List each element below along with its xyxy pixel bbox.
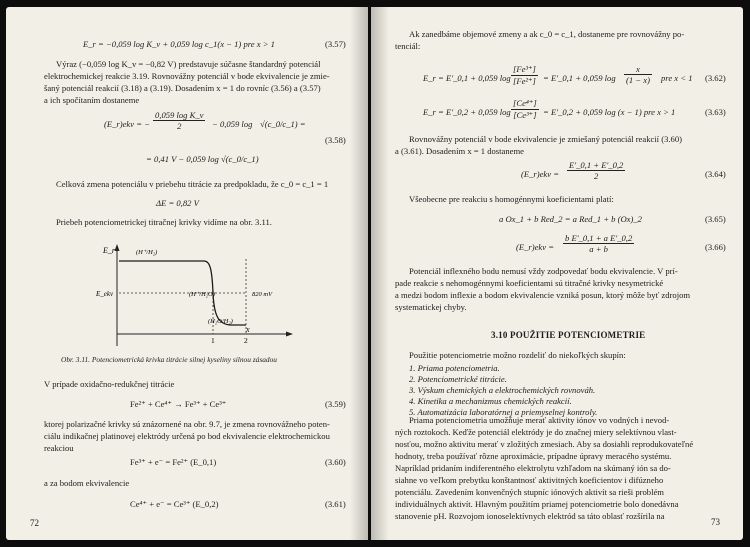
equation-number: (3.64)	[705, 169, 726, 179]
equation-number: (3.66)	[705, 242, 726, 252]
label-h2o-h2: (H₂O/H₂)	[208, 318, 233, 325]
text-line: ciálu indikačnej platinovej elektródy určená po bod ekvivalencie elektrochemickou	[44, 431, 330, 441]
denominator: [Fe²⁺]	[513, 76, 536, 86]
text-line: reakciou	[44, 443, 74, 453]
denominator: [Ce³⁺]	[513, 110, 537, 120]
text-line: pade reakcie s nehomogénnymi koeficientami sú titračné krivky nesymetrické	[395, 278, 664, 288]
list-item: 5. Automatizácia laboratórnej a priemyselnej kontroly.	[409, 407, 598, 417]
equation-part: (E_r)ekv =	[516, 242, 555, 252]
equation-3-59: Fe²⁺ + Ce⁴⁺ → Fe³⁺ + Ce³⁺	[130, 399, 227, 409]
label-h-h2o: (H⁺/H₂O)	[189, 291, 215, 298]
denominator: (1 − x)	[626, 75, 650, 85]
text-line: Napríklad pridaním indiferentného elektrolytu vzhľadom na skúmaný ión sa do-	[395, 463, 671, 473]
gutter-shadow	[371, 7, 389, 540]
titration-curve-figure	[96, 241, 296, 353]
text-line: a ich spočítaním dostaneme	[44, 95, 140, 105]
denominator: 2	[594, 171, 599, 181]
list-item: 2. Potenciometrické titrácie.	[409, 374, 507, 384]
list-item: 3. Výskum chemických a elektrochemických rovnováh.	[409, 385, 596, 395]
numerator: [Ce⁴⁺]	[513, 98, 537, 108]
denominator: 2	[177, 121, 182, 131]
page-number: 73	[711, 517, 720, 527]
list-item: 1. Priama potenciometria.	[409, 363, 500, 373]
denominator: a + b	[589, 244, 608, 254]
tick-2: 2	[244, 336, 248, 345]
x-axis-arrow	[286, 332, 293, 337]
text-line: tenciál:	[395, 41, 421, 51]
paragraph-3: Priebeh potenciometrickej titračnej krivky vidíme na obr. 3.11.	[56, 217, 272, 227]
numerator: b E'_0,1 + a E'_0,2	[565, 233, 633, 243]
ekv-label: E_ekv	[96, 290, 114, 298]
text-line: Rovnovážny potenciál v bode ekvivalencie je zmiešaný potenciál reakcií (3.60)	[409, 134, 682, 144]
text-line: ných roztokoch. Keďže potenciál elektródy je do značnej miery selektívnou vlast-	[395, 427, 677, 437]
text-line: a (3.61). Dosadením x = 1 dostaneme	[395, 146, 524, 156]
titration-curve	[119, 261, 246, 325]
equation-part: pre x < 1	[661, 73, 693, 83]
section-title: 3.10 POUŽITIE POTENCIOMETRIE	[491, 330, 646, 340]
equation-3-65: a Ox_1 + b Red_2 = a Red_1 + b (Ox)_2	[499, 214, 642, 224]
equation-part: (E_r)ekv =	[521, 169, 560, 179]
fraction	[153, 110, 205, 131]
equation-3-57: E_r = −0,059 log K_v + 0,059 log c_1(x − 1) pre x > 1	[83, 39, 275, 49]
equation-delta-e: ΔE = 0,82 V	[156, 198, 199, 208]
text-line: Ak zanedbáme objemové zmeny a ak c_0 = c_1, dostaneme pre rovnovážny po-	[409, 29, 685, 39]
text-line: ktorej polarizačné krivky sú znázornené na obr. 9.7, je zmena rovnovážneho poten-	[44, 419, 330, 429]
text-line: šaný potenciál reakcií (3.18) a (3.19). Dosadením x = 1 do rovníc (3.56) a (3.57)	[44, 83, 321, 93]
equation-part: = 0,41 V − 0,059 log √(c_0/c_1)	[146, 154, 259, 164]
equation-part: √(c_0/c_1) =	[260, 119, 306, 129]
paragraph-4: V prípade oxidačno-redukčnej titrácie	[44, 379, 175, 389]
equation-part: E_r = E'_0,1 + 0,059 log	[423, 73, 511, 83]
equation-3-61: Ce⁴⁺ + e⁻ = Ce³⁺ (E_0,2)	[130, 499, 219, 509]
equation-number: (3.60)	[325, 457, 346, 467]
equation-number: (3.61)	[325, 499, 346, 509]
numerator: E'_0,1 + E'_0,2	[569, 160, 624, 170]
equation-part: = E'_0,2 + 0,059 log (x − 1) pre x > 1	[543, 107, 676, 117]
text-line: Priama potenciometria umožňuje merať aktivity iónov vo vodných i nevod-	[409, 415, 670, 425]
x-axis-label: x	[246, 325, 250, 334]
text-line: Výraz (−0,059 log K_v = −0,82 V) predstavuje súčasne štandardný potenciál	[56, 59, 321, 69]
y-axis-label: E_r	[103, 246, 115, 255]
equation-part: = E'_0,1 + 0,059 log	[543, 73, 616, 83]
text-line: stanovenie pH. Rozvojom ionoselektívnych elektród sa táto oblasť rozšírila na	[395, 511, 665, 521]
left-page	[6, 7, 368, 540]
fraction	[511, 64, 538, 87]
paragraph-3: Všeobecne pre reakciu s homogénnymi koeficientami platí:	[409, 194, 614, 204]
gutter-shadow	[350, 7, 368, 540]
equation-number: (3.65)	[705, 214, 726, 224]
equation-number: (3.63)	[705, 107, 726, 117]
right-page	[371, 7, 743, 540]
paragraph-6: a za bodom ekvivalencie	[44, 478, 130, 488]
equation-3-60: Fe³⁺ + e⁻ = Fe²⁺ (E_0,1)	[130, 457, 217, 467]
text-line: a medzi bodom inflexie a bodom ekvivalencie vzniká posun, ktorý môže byť zdrojom	[395, 290, 691, 300]
text-line: hodnoty, treba používať rôzne aproximácie, prípadne úpravy meracého systému.	[395, 451, 672, 461]
tick-1: 1	[211, 336, 215, 345]
page-number: 72	[30, 518, 39, 528]
numerator: 0,059 log K_v	[155, 110, 204, 120]
equation-number: (3.57)	[325, 39, 346, 49]
fraction	[511, 98, 539, 121]
figure-caption: Obr. 3.11. Potenciometrická krivka titrácie silnej kyseliny silnou zásadou	[61, 355, 277, 364]
text-line: siahne vo veľkom prebytku konštantnosť aktivitných koeficientov i difúzneho	[395, 475, 664, 485]
text-line: systematickej chyby.	[395, 302, 467, 312]
numerator: [Fe³⁺]	[513, 64, 536, 74]
equation-number: (3.62)	[705, 73, 726, 83]
fraction	[563, 233, 634, 254]
paragraph-5: Použitie potenciometrie možno rozdeliť do niekoľkých skupín:	[409, 350, 626, 360]
text-line: Potenciál inflexného bodu nemusí vždy zodpovedať bodu ekvivalencie. V prí-	[409, 266, 678, 276]
fraction	[567, 160, 625, 181]
mv-label: 820 mV	[252, 291, 273, 298]
label-h-h2: (H⁺/H₂)	[136, 249, 158, 256]
text-line: individuálnych aktivít. Hlavným použitím priamej potenciometrie bolo donedávna	[395, 499, 679, 509]
list-item: 4. Kinetika a mechanizmus chemických reakcií.	[409, 396, 572, 406]
equation-part: (E_r)ekv = −	[104, 119, 150, 129]
equation-number: (3.59)	[325, 399, 346, 409]
fraction	[624, 64, 652, 85]
paragraph-2: Celková zmena potenciálu v priebehu titrácie za predpokladu, že c_0 = c_1 = 1	[56, 179, 329, 189]
y-axis-arrow	[115, 244, 120, 251]
text-line: potenciálu. Zavedením konvenčných stupníc iónových aktivít sa rieši problém	[395, 487, 664, 497]
equation-part: E_r = E'_0,2 + 0,059 log	[423, 107, 511, 117]
equation-number: (3.58)	[325, 135, 346, 145]
numerator: x	[624, 64, 652, 75]
equation-part: − 0,059 log	[212, 119, 253, 129]
text-line: nosťou, možno aktivitu merať v zložitých zmesiach. Aby sa dosiahli reprodukovateľné	[395, 439, 694, 449]
text-line: elektrochemickej reakcie 3.19. Rovnovážny potenciál v bode ekvivalencie je zmie-	[44, 71, 330, 81]
